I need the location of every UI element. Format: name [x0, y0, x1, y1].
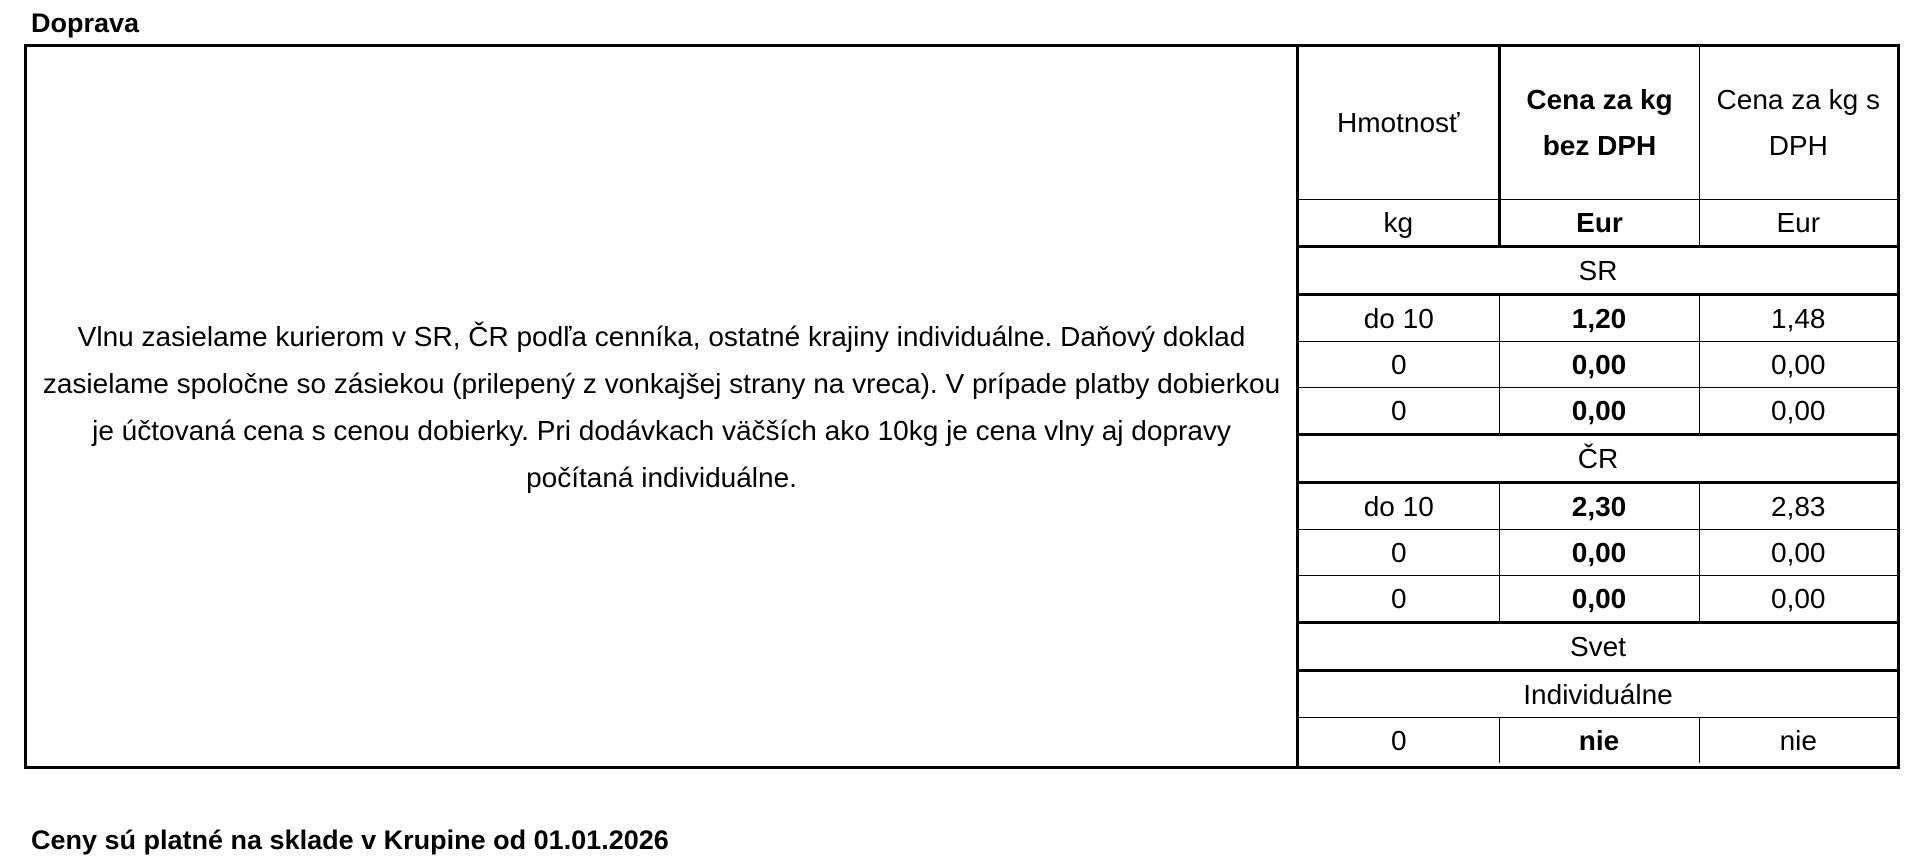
cell-weight: 0: [1299, 388, 1499, 435]
cell-weight: do 10: [1299, 483, 1499, 530]
world-note: Individuálne: [1299, 671, 1897, 718]
group-label-world: Svet: [1299, 623, 1897, 671]
table-row: [1299, 530, 1897, 576]
cell-price-with-vat: 0,00: [1699, 342, 1897, 388]
header-weight: Hmotnosť: [1299, 47, 1499, 200]
group-row-cr: [1299, 435, 1897, 483]
cell-price-with-vat: 1,48: [1699, 295, 1897, 342]
table-units-row: [1299, 200, 1897, 247]
table-row: [1299, 342, 1897, 388]
section-title: Doprava: [31, 8, 140, 38]
cell-weight: 0: [1299, 530, 1499, 576]
table-row: [1299, 295, 1897, 342]
shipping-description-cell: [27, 47, 1299, 766]
cell-price-without-vat: 1,20: [1499, 295, 1699, 342]
shipping-price-table: [1299, 47, 1897, 763]
cell-price-without-vat: nie: [1499, 718, 1699, 764]
group-label-cr: ČR: [1299, 435, 1897, 483]
cell-price-with-vat: nie: [1699, 718, 1897, 764]
cell-price-with-vat: 0,00: [1699, 530, 1897, 576]
cell-price-with-vat: 0,00: [1699, 576, 1897, 623]
price-validity-note: Ceny sú platné na sklade v Krupine od 01.01.2026: [31, 825, 669, 855]
unit-weight: kg: [1299, 200, 1499, 247]
cell-price-without-vat: 0,00: [1499, 530, 1699, 576]
cell-price-without-vat: 2,30: [1499, 483, 1699, 530]
cell-weight: 0: [1299, 342, 1499, 388]
table-row: [1299, 576, 1897, 623]
cell-price-without-vat: 0,00: [1499, 388, 1699, 435]
cell-price-without-vat: 0,00: [1499, 342, 1699, 388]
shipping-description: Vlnu zasielame kurierom v SR, ČR podľa cenníka, ostatné krajiny individuálne. Daňový doklad zasielame spoločne so zásiekou (prilepený z vonkajšej strany na vreca). V prípade platby dobierkou je účtovaná cena s cenou dobierky. Pri dodávkach väčších ako 10kg je cena vlny aj dopravy počítaná individuálne.: [42, 320, 1281, 493]
cell-weight: do 10: [1299, 295, 1499, 342]
unit-price-with-vat: Eur: [1699, 200, 1897, 247]
cell-price-with-vat: 0,00: [1699, 388, 1897, 435]
table-header-row: [1299, 47, 1897, 200]
group-label-sr: SR: [1299, 247, 1897, 295]
table-row: [1299, 718, 1897, 764]
cell-weight: 0: [1299, 718, 1499, 764]
group-row-sr: [1299, 247, 1897, 295]
cell-price-with-vat: 2,83: [1699, 483, 1897, 530]
unit-price-without-vat: Eur: [1499, 200, 1699, 247]
table-row: [1299, 388, 1897, 435]
world-note-row: [1299, 671, 1897, 718]
shipping-box: [24, 44, 1900, 769]
group-row-world: [1299, 623, 1897, 671]
header-price-without-vat: Cena za kg bez DPH: [1499, 47, 1699, 200]
table-row: [1299, 483, 1897, 530]
cell-price-without-vat: 0,00: [1499, 576, 1699, 623]
header-price-with-vat: Cena za kg s DPH: [1699, 47, 1897, 200]
cell-weight: 0: [1299, 576, 1499, 623]
